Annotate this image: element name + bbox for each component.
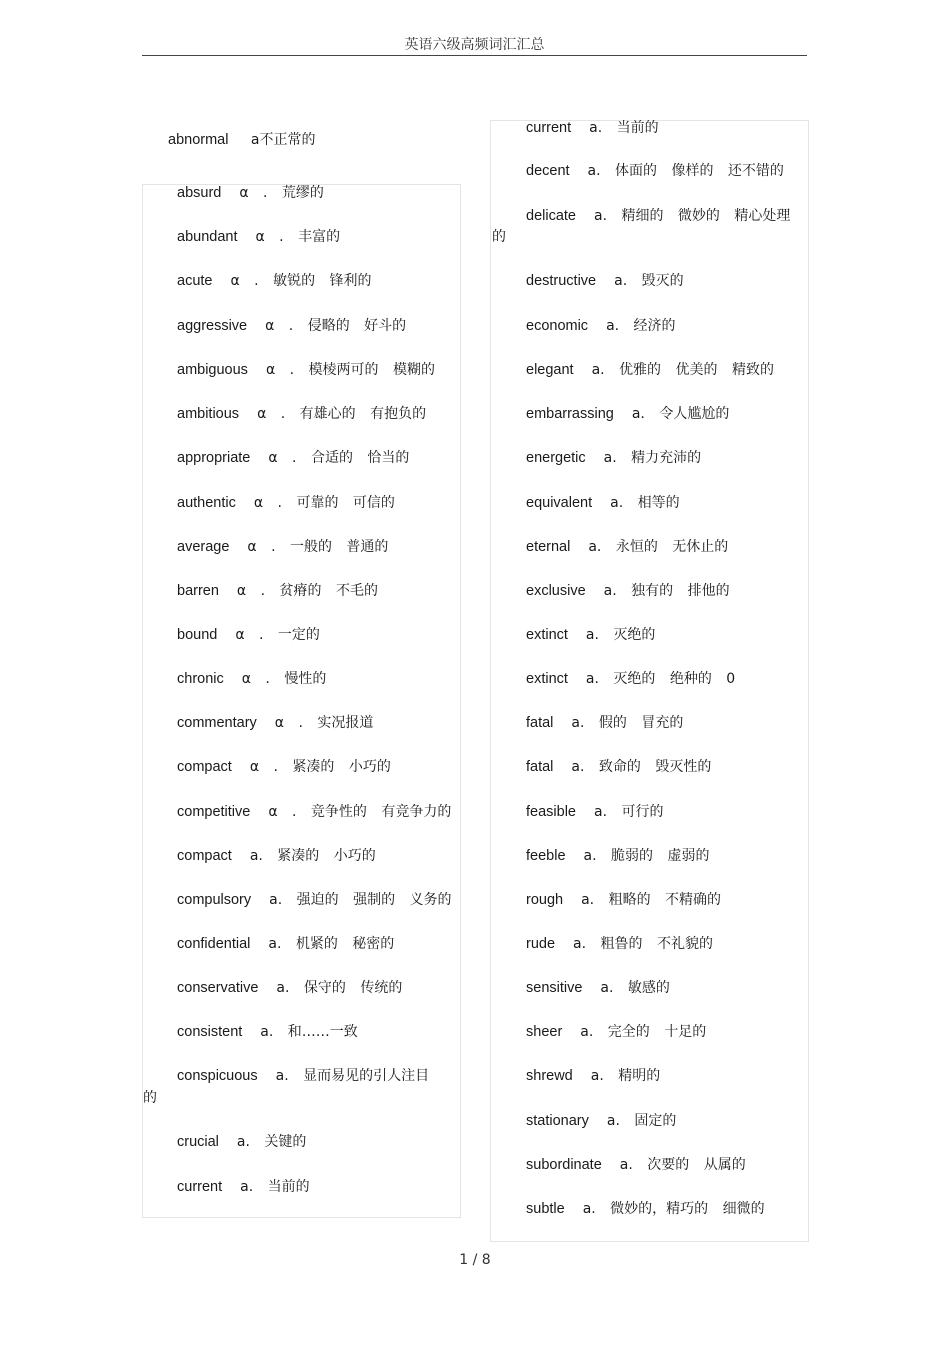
vocab-entry xyxy=(177,626,320,644)
entry-word: extinct xyxy=(526,671,568,687)
entry-definition: a. 机紧的 秘密的 xyxy=(268,936,395,952)
vocab-entry xyxy=(526,670,735,688)
entry-word: energetic xyxy=(526,450,586,466)
vocab-entry xyxy=(177,538,388,556)
entry-word: consistent xyxy=(177,1024,243,1040)
entry-definition: a. 精明的 xyxy=(590,1068,661,1084)
vocab-entry xyxy=(177,405,426,423)
vocab-entry xyxy=(526,758,711,776)
vocab-entry xyxy=(177,494,395,512)
entry-definition: a. 敏感的 xyxy=(600,980,670,996)
entry-definition: α . 一般的 普通的 xyxy=(247,539,389,555)
entry-definition: α . 竞争性的 有竞争力的 xyxy=(268,804,452,820)
entry-word: destructive xyxy=(526,273,597,289)
entry-word: average xyxy=(177,539,230,555)
header-rule xyxy=(142,55,807,56)
entry-word: conspicuous xyxy=(177,1068,258,1084)
vocab-entry xyxy=(177,1133,306,1151)
entry-word: compact xyxy=(177,848,232,864)
entry-word: elegant xyxy=(526,362,574,378)
entry-word: delicate xyxy=(526,208,576,224)
entry-definition: a不正常的 xyxy=(250,132,316,148)
entry-definition: a. 体面的 像样的 还不错的 xyxy=(587,163,784,179)
vocab-entry xyxy=(177,184,324,202)
entry-definition: α . 实况报道 xyxy=(274,715,374,731)
vocab-entry xyxy=(526,979,670,997)
entry-word: authentic xyxy=(177,495,236,511)
vocab-entry xyxy=(177,670,326,688)
vocab-entry xyxy=(177,272,372,290)
entry-definition: a. 关键的 xyxy=(236,1134,307,1150)
entry-definition: a. 脆弱的 虚弱的 xyxy=(583,848,710,864)
entry-definition: a. 当前的 xyxy=(589,120,659,136)
entry-definition: a. 精力充沛的 xyxy=(603,450,702,466)
entry-word: exclusive xyxy=(526,583,586,599)
vocab-entry xyxy=(177,979,402,997)
vocab-entry xyxy=(526,162,784,180)
entry-word: crucial xyxy=(177,1134,219,1150)
entry-definition: a. 精细的 微妙的 精心处理 xyxy=(593,208,791,224)
entry-definition: a. 次要的 从属的 xyxy=(619,1157,746,1173)
vocab-entry xyxy=(526,207,790,225)
entry-word: confidential xyxy=(177,936,251,952)
entry-word: ambiguous xyxy=(177,362,248,378)
entry-definition: α . 一定的 xyxy=(235,627,320,643)
left-wrap-tail: 的 xyxy=(143,1090,157,1106)
vocab-entry xyxy=(526,494,680,512)
vocab-entry xyxy=(526,582,730,600)
entry-definition: a. 紧凑的 小巧的 xyxy=(249,848,376,864)
right-wrap-tail: 的 xyxy=(492,229,506,245)
entry-word: aggressive xyxy=(177,318,248,334)
entry-definition: a. 灭绝的 xyxy=(585,627,656,643)
entry-word: extinct xyxy=(526,627,568,643)
vocab-entry xyxy=(177,758,391,776)
entry-word: acute xyxy=(177,273,213,289)
entry-definition: α . 合适的 恰当的 xyxy=(268,450,410,466)
entry-word: sensitive xyxy=(526,980,583,996)
entry-definition: a. 假的 冒充的 xyxy=(571,715,684,731)
entry-word: fatal xyxy=(526,715,554,731)
entry-word: abnormal xyxy=(168,132,229,148)
vocab-entry xyxy=(526,935,713,953)
vocab-entry xyxy=(526,1200,765,1218)
entry-word: absurd xyxy=(177,185,222,201)
entry-word: ambitious xyxy=(177,406,240,422)
vocab-entry xyxy=(526,1112,676,1130)
entry-definition: α . 荒缪的 xyxy=(239,185,324,201)
entry-definition: a. 相等的 xyxy=(610,495,680,511)
vocab-entry xyxy=(526,891,721,909)
vocab-entry xyxy=(526,449,701,467)
vocab-entry xyxy=(177,1023,358,1041)
entry-definition: a. 独有的 排他的 xyxy=(603,583,730,599)
vocab-entry xyxy=(526,1156,746,1174)
entry-word: current xyxy=(177,1179,223,1195)
entry-word: bound xyxy=(177,627,218,643)
vocab-entry xyxy=(177,317,406,335)
vocab-entry xyxy=(177,714,373,732)
entry-definition: a. 当前的 xyxy=(240,1179,310,1195)
entry-word: rough xyxy=(526,892,564,908)
document-header-title: 英语六级高频词汇汇总 xyxy=(404,37,545,53)
entry-definition: α . 可靠的 可信的 xyxy=(253,495,395,511)
entry-word: chronic xyxy=(177,671,224,687)
entry-word: barren xyxy=(177,583,219,599)
vocab-entry xyxy=(526,272,684,290)
entry-definition: a. 完全的 十足的 xyxy=(580,1024,707,1040)
entry-definition: α . 模棱两可的 模糊的 xyxy=(265,362,435,378)
entry-definition: α . 紧凑的 小巧的 xyxy=(249,759,391,775)
vocab-entry xyxy=(526,317,676,335)
vocab-entry xyxy=(177,361,435,379)
entry-word: stationary xyxy=(526,1113,589,1129)
vocab-entry xyxy=(177,1178,310,1196)
entry-word: conservative xyxy=(177,980,259,996)
entry-word: compact xyxy=(177,759,232,775)
vocab-entry-first xyxy=(168,131,316,149)
entry-word: economic xyxy=(526,318,589,334)
entry-word: feeble xyxy=(526,848,566,864)
entry-definition: a. 灭绝的 绝种的 0 xyxy=(585,671,736,687)
entry-definition: α . 有雄心的 有抱负的 xyxy=(257,406,427,422)
entry-word: current xyxy=(526,120,572,136)
entry-word: subtle xyxy=(526,1201,565,1217)
entry-definition: a. 粗略的 不精确的 xyxy=(581,892,722,908)
entry-definition: a. 致命的 毁灭性的 xyxy=(571,759,712,775)
vocab-entry xyxy=(526,405,729,423)
entry-definition: a. 保守的 传统的 xyxy=(276,980,403,996)
entry-word: commentary xyxy=(177,715,257,731)
entry-word: fatal xyxy=(526,759,554,775)
entry-definition: a. 显而易见的引人注目 xyxy=(275,1068,430,1084)
entry-definition: a. 优雅的 优美的 精致的 xyxy=(591,362,774,378)
entry-word: compulsory xyxy=(177,892,252,908)
entry-word: sheer xyxy=(526,1024,563,1040)
vocab-entry xyxy=(177,803,451,821)
entry-definition: a. 经济的 xyxy=(606,318,676,334)
entry-definition: α . 敏锐的 锋利的 xyxy=(230,273,372,289)
vocab-entry xyxy=(526,1067,660,1085)
entry-definition: α . 贫瘠的 不毛的 xyxy=(236,583,378,599)
vocab-entry xyxy=(526,361,774,379)
entry-definition: a. 永恒的 无休止的 xyxy=(588,539,729,555)
entry-definition: a. 微妙的，精巧的 细微的 xyxy=(582,1201,765,1217)
entry-word: equivalent xyxy=(526,495,593,511)
page-number: 1 / 8 xyxy=(459,1252,491,1268)
vocab-entry xyxy=(177,1067,429,1085)
vocab-entry xyxy=(177,228,340,246)
entry-definition: α . 慢性的 xyxy=(241,671,327,687)
vocab-entry xyxy=(526,626,655,644)
entry-definition: a. 和……一致 xyxy=(260,1024,358,1040)
vocab-entry xyxy=(177,891,452,909)
entry-word: competitive xyxy=(177,804,251,820)
entry-word: feasible xyxy=(526,804,576,820)
entry-word: abundant xyxy=(177,229,238,245)
entry-word: eternal xyxy=(526,539,571,555)
vocab-entry xyxy=(177,449,409,467)
vocab-entry xyxy=(526,538,728,556)
vocab-entry xyxy=(526,714,683,732)
entry-word: rude xyxy=(526,936,556,952)
vocab-entry xyxy=(177,847,376,865)
entry-definition: a. 固定的 xyxy=(606,1113,677,1129)
entry-word: shrewd xyxy=(526,1068,573,1084)
entry-definition: a. 强迫的 强制的 义务的 xyxy=(269,892,452,908)
vocab-entry xyxy=(526,847,709,865)
vocab-entry xyxy=(177,935,394,953)
vocab-entry xyxy=(526,119,659,137)
entry-word: decent xyxy=(526,163,570,179)
vocab-entry xyxy=(526,803,663,821)
entry-definition: a. 粗鲁的 不礼貌的 xyxy=(573,936,713,952)
entry-definition: a. 令人尴尬的 xyxy=(631,406,730,422)
left-column-frame xyxy=(142,184,461,1218)
entry-definition: a. 毁灭的 xyxy=(614,273,684,289)
entry-word: subordinate xyxy=(526,1157,602,1173)
entry-word: embarrassing xyxy=(526,406,614,422)
entry-definition: α . 侵略的 好斗的 xyxy=(265,318,407,334)
vocab-entry xyxy=(177,582,378,600)
entry-word: appropriate xyxy=(177,450,251,466)
vocab-entry xyxy=(526,1023,706,1041)
entry-definition: α . 丰富的 xyxy=(255,229,341,245)
entry-definition: a. 可行的 xyxy=(593,804,664,820)
